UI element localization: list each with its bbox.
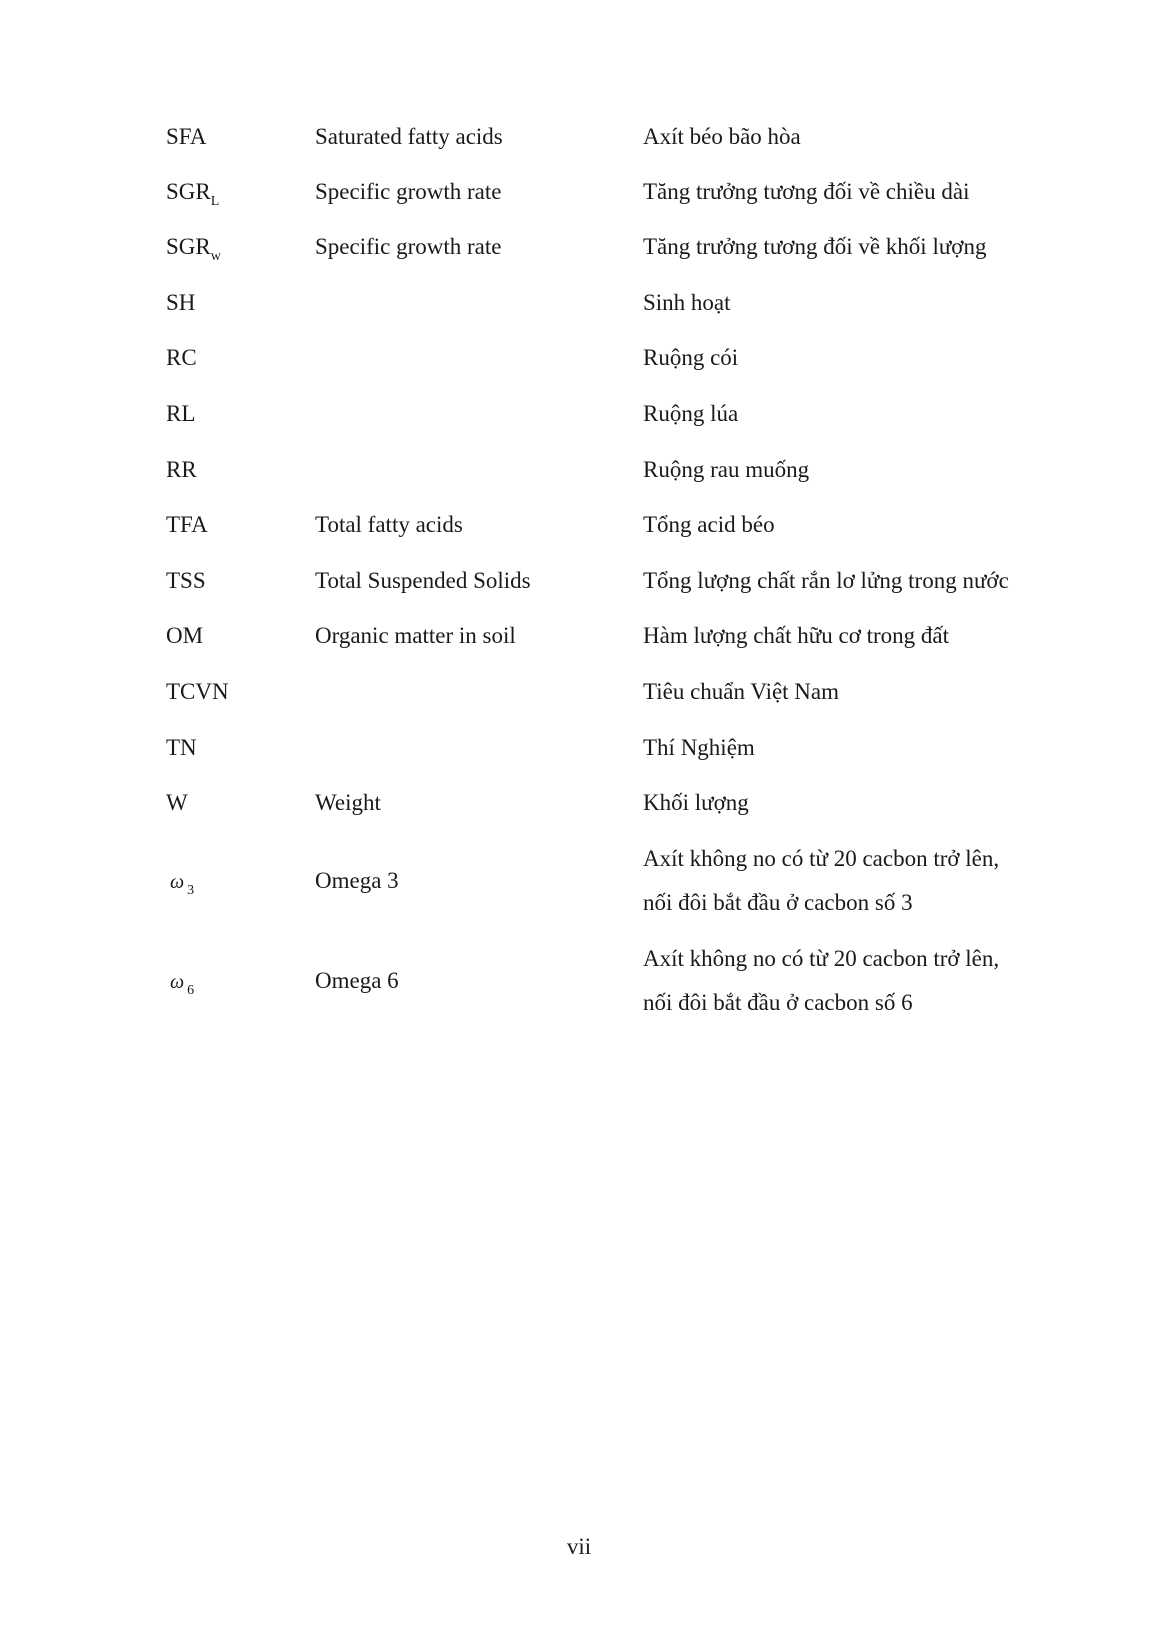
- english-term: Omega 3: [315, 868, 399, 893]
- english-term: Organic matter in soil: [315, 623, 516, 648]
- vietnamese-term: Ruộng lúa: [643, 401, 739, 426]
- abbreviation: TSS: [166, 568, 206, 593]
- abbreviation-base: SGR: [166, 234, 211, 259]
- abbreviation: RC: [166, 345, 197, 370]
- abbreviation: SFA: [166, 124, 207, 149]
- abbreviation: OM: [166, 623, 204, 648]
- vietnamese-term: Tổng acid béo: [643, 512, 775, 537]
- english-term: Weight: [315, 790, 381, 815]
- vietnamese-term: Hàm lượng chất hữu cơ trong đất: [643, 623, 950, 648]
- abbreviation: TCVN: [166, 679, 229, 704]
- vietnamese-term: Thí Nghiệm: [643, 735, 755, 760]
- english-term: Total Suspended Solids: [315, 568, 531, 593]
- abbreviation: SH: [166, 290, 196, 315]
- omega-symbol: ω: [170, 871, 185, 893]
- abbreviation: TFA: [166, 512, 208, 537]
- abbreviation: [166, 170, 219, 218]
- abbreviation-base: SGR: [166, 179, 211, 204]
- english-term: Specific growth rate: [315, 234, 502, 259]
- english-term: Omega 6: [315, 968, 399, 993]
- vietnamese-term: Axít không no có từ 20 cacbon trở lên,: [643, 846, 1000, 871]
- vietnamese-term: Tổng lượng chất rắn lơ lửng trong nước: [643, 568, 1009, 593]
- vietnamese-term-continued: nối đôi bắt đầu ở cacbon số 3: [643, 890, 913, 915]
- vietnamese-term: Ruộng rau muống: [643, 457, 810, 482]
- vietnamese-term: Ruộng cói: [643, 345, 739, 370]
- abbreviation: [166, 859, 194, 907]
- page-number: vii: [566, 1534, 592, 1559]
- abbreviation-subscript: 3: [187, 883, 195, 898]
- english-term: Total fatty acids: [315, 512, 463, 537]
- omega-symbol: ω: [170, 971, 185, 993]
- abbreviation-subscript: 6: [187, 983, 195, 998]
- vietnamese-term: Tiêu chuẩn Việt Nam: [643, 679, 840, 704]
- vietnamese-term: Tăng trưởng tương đối về khối lượng: [643, 234, 987, 259]
- vietnamese-term: Khối lượng: [643, 790, 749, 815]
- abbreviation: RR: [166, 457, 197, 482]
- abbreviation: [166, 225, 221, 273]
- abbreviation-subscript: L: [210, 194, 220, 209]
- vietnamese-term: Sinh hoạt: [643, 290, 731, 315]
- abbreviation-subscript: w: [210, 249, 221, 264]
- abbreviation-row: [0, 837, 1158, 925]
- abbreviation: RL: [166, 401, 196, 426]
- abbreviation: W: [166, 790, 188, 815]
- vietnamese-term: Axít không no có từ 20 cacbon trở lên,: [643, 946, 1000, 971]
- english-term: Specific growth rate: [315, 179, 502, 204]
- english-term: Saturated fatty acids: [315, 124, 503, 149]
- vietnamese-term: Tăng trưởng tương đối về chiều dài: [643, 179, 970, 204]
- abbreviation-row: [0, 937, 1158, 1025]
- abbreviation: [166, 959, 194, 1007]
- abbreviation: TN: [166, 735, 197, 760]
- vietnamese-term: Axít béo bão hòa: [643, 124, 801, 149]
- vietnamese-term-continued: nối đôi bắt đầu ở cacbon số 6: [643, 990, 913, 1015]
